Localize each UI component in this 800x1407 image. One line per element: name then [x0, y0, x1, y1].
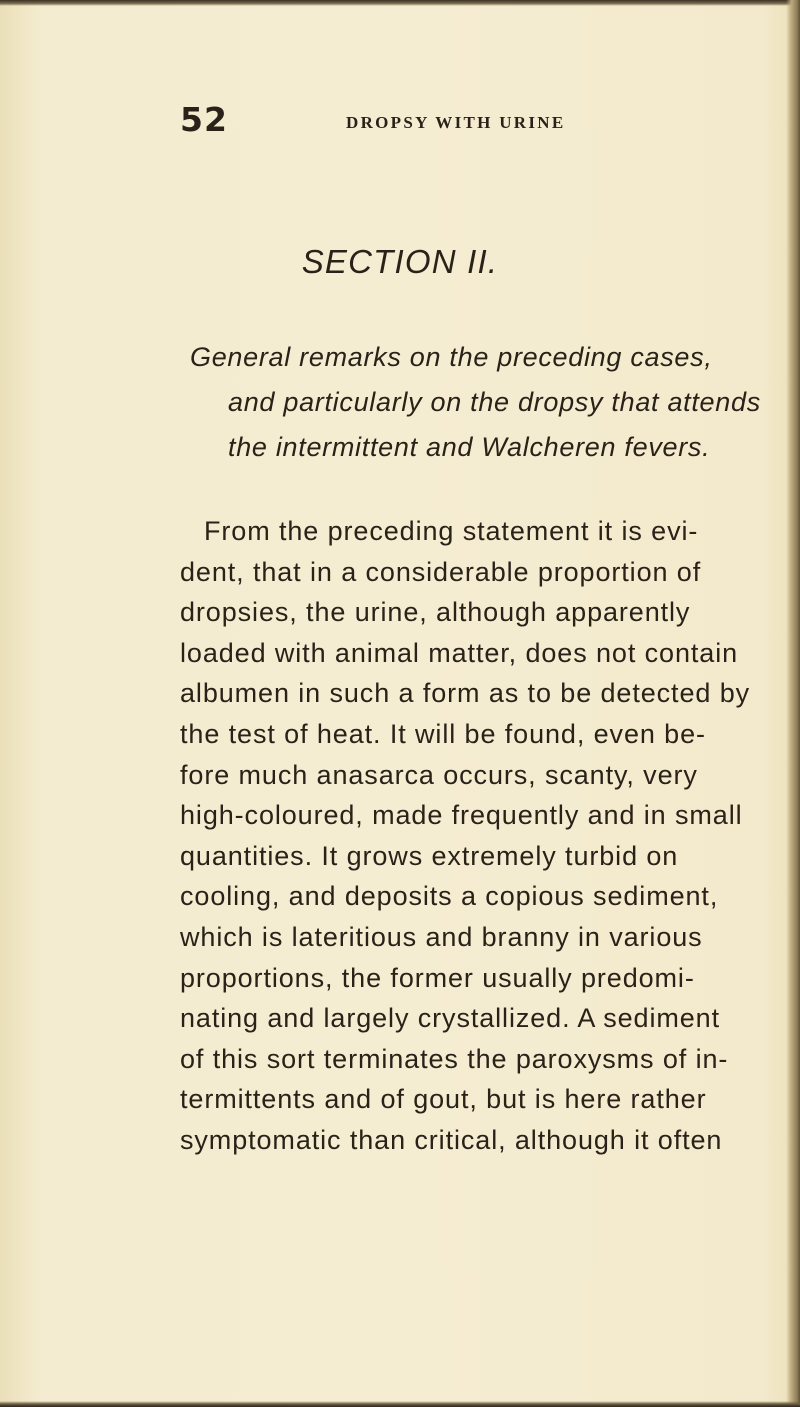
section-subtitle [190, 335, 790, 470]
body-line: cooling, and deposits a copious sediment, [180, 881, 719, 912]
body-line: albumen in such a form as to be detected by [180, 678, 751, 709]
subtitle-line: and particularly on the dropsy that attends [228, 387, 761, 417]
subtitle-line: General remarks on the preceding cases, [190, 342, 713, 372]
body-line: nating and largely crystallized. A sediment [180, 1003, 720, 1034]
body-line: the test of heat. It will be found, even be- [180, 718, 706, 749]
body-line: fore much anasarca occurs, scanty, very [180, 759, 698, 790]
running-head [180, 100, 780, 140]
page-bottom-edge [0, 1401, 800, 1407]
body-line: symptomatic than critical, although it often [180, 1124, 723, 1155]
body-line: of this sort terminates the paroxysms of in- [180, 1043, 729, 1074]
body-line: proportions, the former usually predomi- [180, 962, 695, 993]
body-line: termittents and of gout, but is here rather [180, 1084, 707, 1115]
page-number: 52 [180, 100, 228, 139]
running-title: DROPSY WITH URINE [346, 113, 566, 132]
body-line: dent, that in a considerable proportion of [180, 556, 702, 587]
body-line: dropsies, the urine, although apparently [180, 597, 691, 628]
body-line: high-coloured, made frequently and in small [180, 800, 743, 831]
page-top-edge [0, 0, 800, 6]
body-line: From the preceding statement it is evi- [204, 516, 699, 546]
body-line: loaded with animal matter, does not contain [180, 637, 739, 668]
body-line: which is lateritious and branny in various [180, 921, 703, 952]
subtitle-line: the intermittent and Walcheren fevers. [228, 432, 711, 462]
body-line: quantities. It grows extremely turbid on [180, 840, 679, 871]
body-paragraph [180, 511, 790, 1161]
section-heading: SECTION II. [301, 243, 499, 280]
